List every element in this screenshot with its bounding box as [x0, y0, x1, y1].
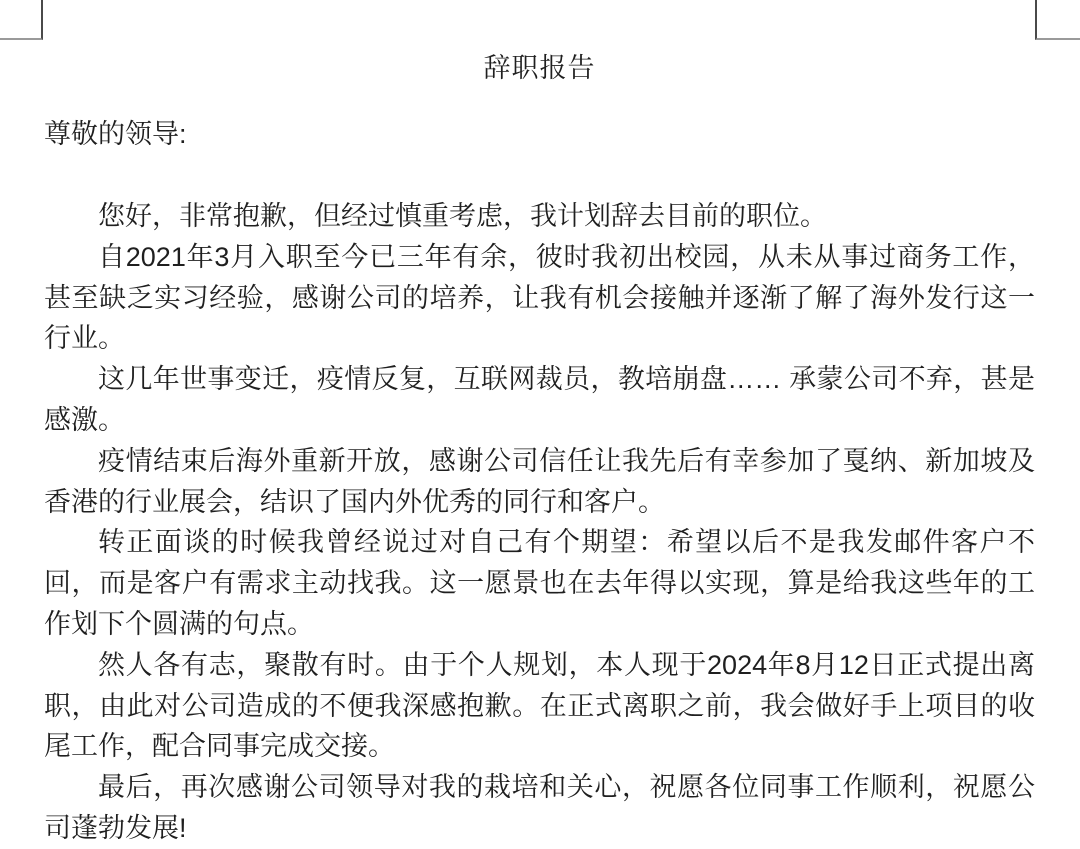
- crop-mark-top-right: [1035, 0, 1080, 40]
- paragraph: 疫情结束后海外重新开放，感谢公司信任让我先后有幸参加了戛纳、新加坡及香港的行业展会，结识了国内外优秀的同行和客户。: [44, 445, 1035, 517]
- paragraph: 最后，再次感谢公司领导对我的栽培和关心，祝愿各位同事工作顺利，祝愿公司蓬勃发展!: [44, 772, 1035, 843]
- paragraph: 您好，非常抱歉，但经过慎重考虑，我计划辞去目前的职位。: [98, 201, 827, 231]
- paragraph: 转正面谈的时候我曾经说过对自己有个期望：希望以后不是我发邮件客户不回，而是客户有需求主动找我。这一愿景也在去年得以实现，算是给我这些年的工作划下个圆满的句点。: [44, 527, 1035, 639]
- paragraph: 这几年世事变迁，疫情反复，互联网裁员，教培崩盘…… 承蒙公司不弃，甚是感激。: [44, 364, 1035, 435]
- salutation: 尊敬的领导:: [44, 119, 187, 149]
- paragraph: 然人各有志，聚散有时。由于个人规划，本人现于2024年8月12日正式提出离职，由此对公司造成的不便我深感抱歉。在正式离职之前，我会做好手上项目的收尾工作，配合同事完成交接。: [44, 649, 1035, 762]
- document-title: 辞职报告: [483, 53, 596, 83]
- paragraph: 自2021年3月入职至今已三年有余，彼时我初出校园，从未从事过商务工作，甚至缺乏实习经验，感谢公司的培养，让我有机会接触并逐渐了解了海外发行这一行业。: [44, 241, 1035, 354]
- document-content: [44, 40, 1035, 849]
- crop-mark-top-left: [0, 0, 43, 40]
- document-body: [44, 196, 1035, 849]
